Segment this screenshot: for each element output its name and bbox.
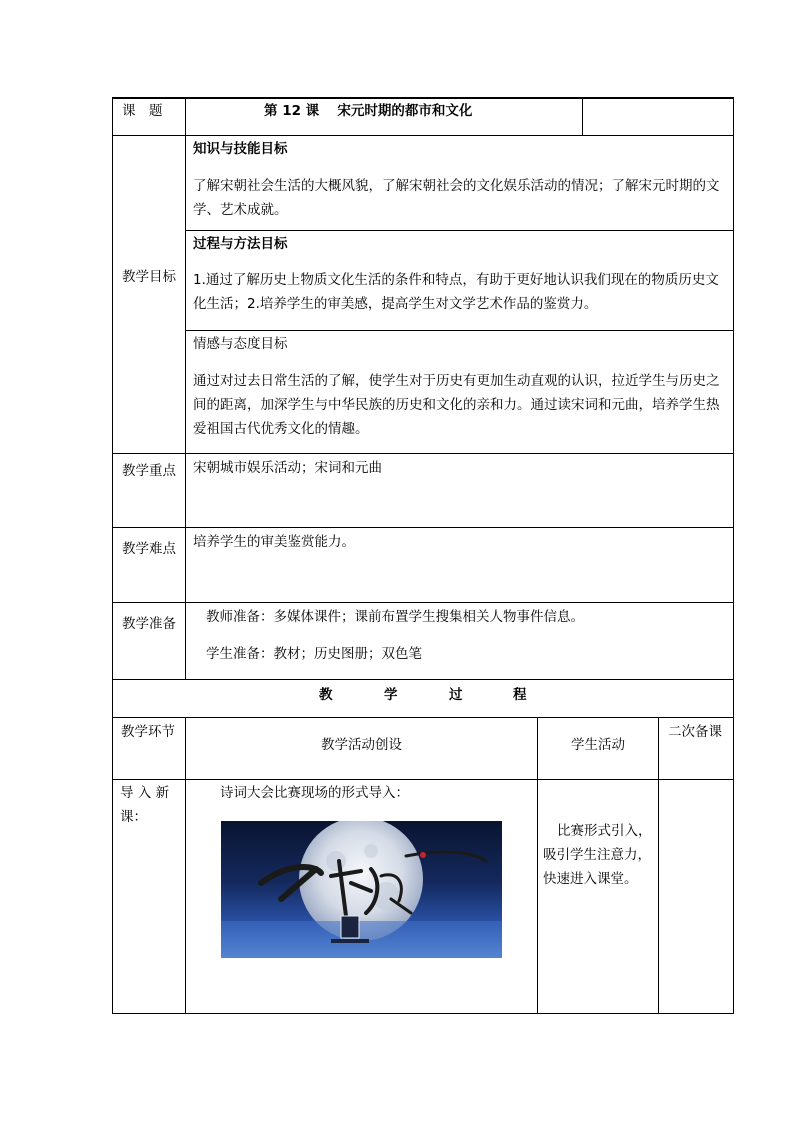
intro-stage-label: 导 入 新课： (120, 785, 170, 825)
table-bottom-border (112, 1013, 734, 1014)
moon-scene-graphic (221, 821, 502, 958)
intro-student-activity: 比赛形式引入，吸引学生注意力，快速进入课堂。 (543, 823, 652, 887)
process-text: 1.通过了解历史上物质文化生活的条件和特点，有助于更好地认识我们现在的物质历史文化生活；2.培养学生的审美感，提高学生对文学艺术作品的鉴赏力。 (193, 272, 719, 312)
row-line-objectives (112, 453, 734, 454)
knowledge-text: 了解宋朝社会生活的大概风貌，了解宋朝社会的文化娱乐活动的情况；了解宋元时期的文学、艺术成就。 (193, 178, 720, 218)
row-line-knowledge (185, 230, 734, 231)
process-heading: 过程与方法目标 (193, 236, 288, 252)
poetry-contest-poster-image (221, 821, 502, 958)
row-line-process (185, 330, 734, 331)
process-title-char-1: 教 (319, 687, 333, 703)
row-line-topic (112, 135, 734, 136)
stage-header: 教学环节 (121, 724, 175, 740)
key-points-label: 教学重点 (122, 463, 176, 479)
teacher-preparation: 教师准备：多媒体课件；课前布置学生搜集相关人物事件信息。 (206, 609, 584, 625)
knowledge-heading: 知识与技能目标 (193, 141, 288, 157)
activity-column-divider (537, 717, 538, 1014)
topic-right-divider (582, 97, 583, 135)
student-column-divider (658, 717, 659, 1014)
label-column-divider-lower (185, 717, 186, 1014)
secondary-prep-header: 二次备课 (668, 724, 722, 740)
activity-design-header: 教学活动创设 (321, 737, 402, 753)
row-line-process-title (112, 717, 734, 718)
row-line-process-header (112, 779, 734, 780)
row-line-difficulties (112, 602, 734, 603)
difficulties-text: 培养学生的审美鉴赏能力。 (193, 534, 355, 550)
emotion-heading: 情感与态度目标 (193, 336, 288, 352)
lesson-title: 第 12 课 宋元时期的都市和文化 (264, 103, 473, 119)
process-title-char-2: 学 (384, 687, 398, 703)
process-title-char-3: 过 (449, 687, 463, 703)
student-preparation: 学生准备：教材；历史图册；双色笔 (206, 646, 422, 662)
row-line-preparation (112, 679, 734, 680)
process-title-char-4: 程 (513, 687, 527, 703)
difficulties-label: 教学难点 (122, 541, 176, 557)
label-column-divider (185, 97, 186, 679)
intro-activity-text: 诗词大会比赛现场的形式导入： (220, 785, 409, 801)
key-points-text: 宋朝城市娱乐活动；宋词和元曲 (193, 460, 382, 476)
student-activity-header: 学生活动 (571, 737, 625, 753)
preparation-label: 教学准备 (122, 616, 176, 632)
emotion-text: 通过对过去日常生活的了解，使学生对于历史有更加生动直观的认识，拉近学生与历史之间的距离，加深学生与中华民族的历史和文化的亲和力。通过读宋词和元曲，培养学生热爱祖国古代优秀文化的情趣。 (193, 373, 720, 437)
row-line-key-points (112, 527, 734, 528)
objectives-label: 教学目标 (122, 269, 176, 285)
table-right-border (733, 97, 734, 1014)
table-left-border (112, 97, 113, 1014)
topic-label: 课 题 (122, 103, 163, 119)
